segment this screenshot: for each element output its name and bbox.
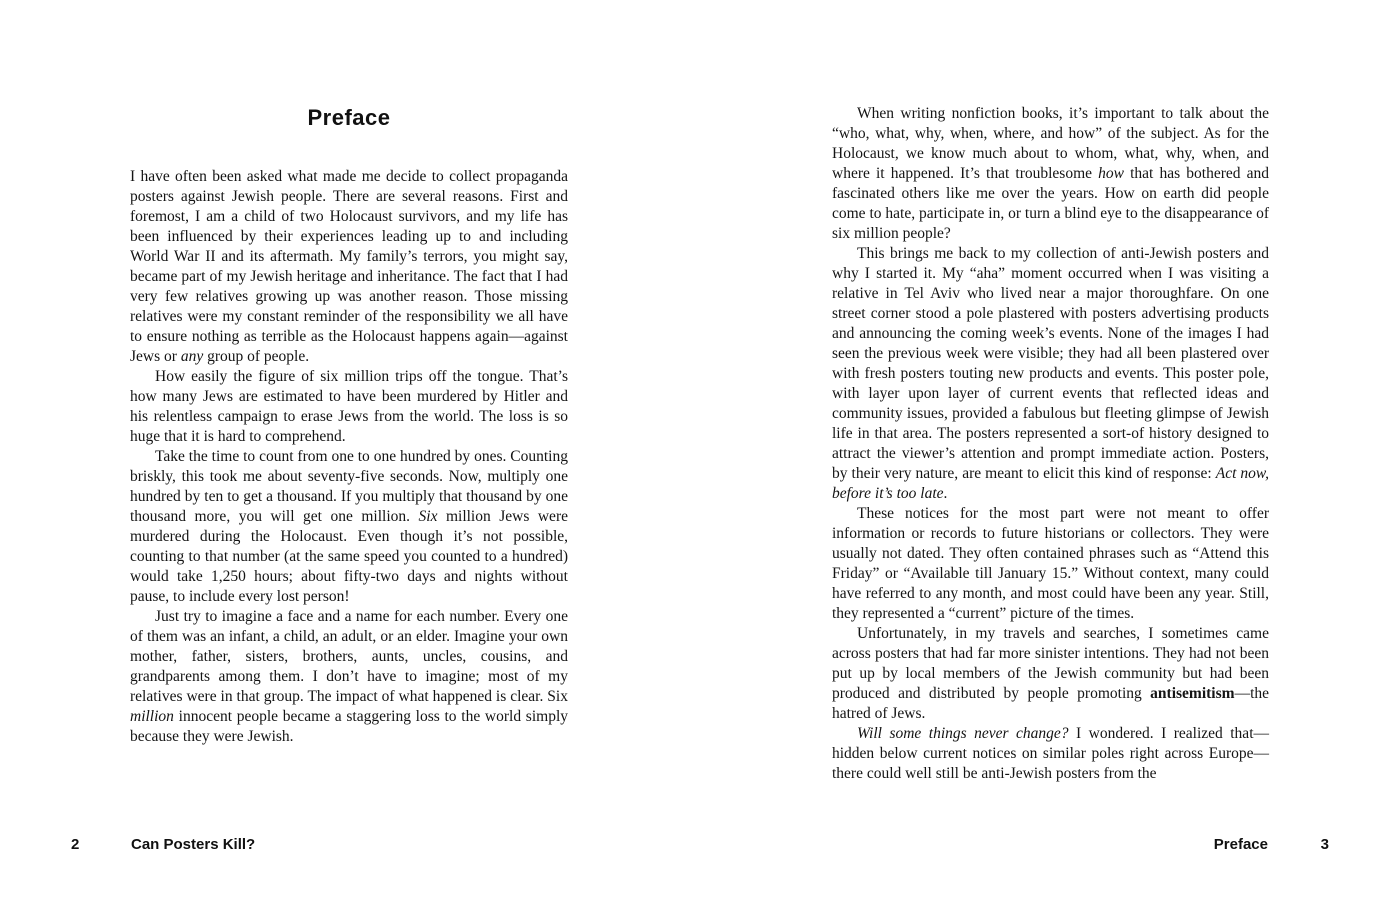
right-page-body	[832, 104, 1269, 784]
paragraph: This brings me back to my collection of anti-Jewish posters and why I started it. My “aha” moment occurred when I was visiting a relative in Tel Aviv who lived near a major thoroughfare. On one street corner stood a pole plastered with posters advertising products and announcing the coming week’s events. None of the images I had seen the previous week were visible; they had all been plastered over with fresh posters touting new products and events. This poster pole, with layer upon layer of current events that reflected ideas and community issues, provided a fabulous but fleeting glimpse of Jewish life in that area. The posters represented a sort-of history designed to attract the viewer’s attention and prompt immediate action. Posters, by their very nature, are meant to elicit this kind of response: Act now, before it’s too late.	[832, 245, 1269, 502]
left-running-title: Can Posters Kill?	[131, 836, 256, 853]
right-running-title: Preface	[1213, 836, 1268, 853]
paragraph: Just try to imagine a face and a name for each number. Every one of them was an infant, a child, an adult, or an elder. Imagine your own mother, father, sisters, brothers, aunts, uncles, cousins, and grandparents among them. I don’t have to imagine; most of my relatives were in that group. The impact of what happened is clear. Six million innocent people became a staggering loss to the world simply because they were Jewish.	[130, 608, 568, 745]
left-page-body	[130, 167, 568, 747]
paragraph: Will some things never change? I wondered. I realized that—hidden below current notices on similar poles right across Europe—there could well still be anti-Jewish posters from the	[832, 725, 1269, 782]
paragraph: Take the time to count from one to one hundred by ones. Counting briskly, this took me about seventy-five seconds. Now, multiply one hundred by ten to get a thousand. If you multiply that thousand by one thousand more, you will get one million. Six million Jews were murdered during the Holocaust. Even though it’s not possible, counting to that number (at the same speed you counted to a hundred) would take 1,250 hours; about fifty-two days and nights without pause, to include every lost person!	[130, 448, 568, 605]
paragraph: I have often been asked what made me decide to collect propaganda posters against Jewish people. There are several reasons. First and foremost, I am a child of two Holocaust survivors, and my life has been influenced by their experiences leading up to and including World War II and its aftermath. My family’s terrors, you might say, became part of my Jewish heritage and inheritance. The fact that I had very few relatives growing up was another reason. Those missing relatives were my constant reminder of the responsibility we all have to ensure nothing as terrible as the Holocaust happens again—against Jews or any group of people.	[130, 168, 568, 365]
paragraph: How easily the figure of six million trips off the tongue. That’s how many Jews are estimated to have been murdered by Hitler and his relentless campaign to erase Jews from the world. The loss is so huge that it is hard to comprehend.	[130, 368, 568, 445]
right-page-number: 3	[1320, 836, 1329, 853]
left-page-number: 2	[71, 836, 80, 853]
paragraph: These notices for the most part were not meant to offer information or records to future historians or collectors. They were usually not dated. They often contained phrases such as “Attend this Friday” or “Available till January 15.” Without context, many could have referred to any month, and most could have been any year. Still, they represented a “current” picture of the times.	[832, 505, 1269, 622]
paragraph: Unfortunately, in my travels and searches, I sometimes came across posters that had far more sinister intentions. They had not been put up by local members of the Jewish community but had been produced and distributed by people promoting antisemitism—the hatred of Jews.	[832, 625, 1269, 722]
chapter-heading: Preface	[307, 105, 391, 130]
paragraph: When writing nonfiction books, it’s important to talk about the “who, what, why, when, where, and how” of the subject. As for the Holocaust, we know much about to whom, what, why, when, and where it happened. It’s that troublesome how that has bothered and fascinated others like me over the years. How on earth did people come to hate, participate in, or turn a blind eye to the disappearance of six million people?	[832, 105, 1269, 242]
